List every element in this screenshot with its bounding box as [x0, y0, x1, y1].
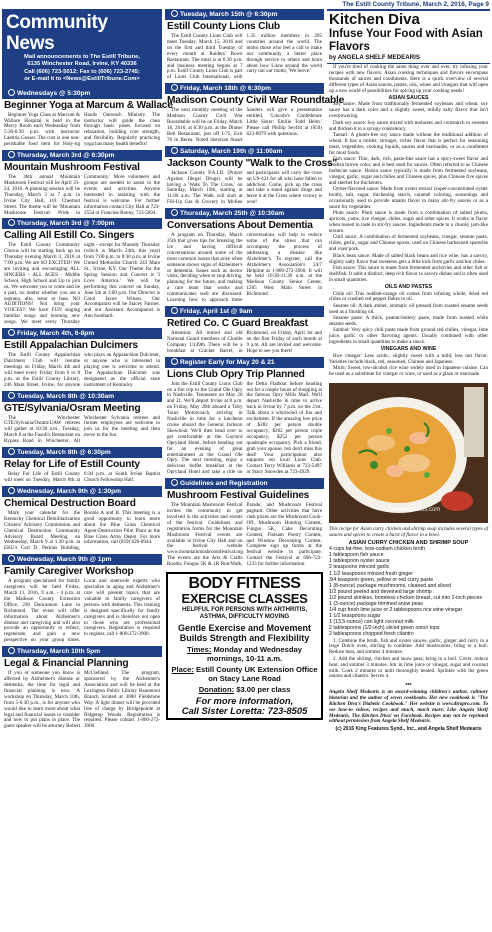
fitness-place-label: Place:: [171, 665, 194, 675]
event-title: Beginner Yoga at Marcum & Wallace: [4, 99, 173, 111]
col1-items: [2, 88, 173, 733]
clock-icon: [171, 10, 178, 17]
community-news-column: [2, 9, 173, 930]
event-date-bar: [165, 357, 324, 368]
event-date: Thursday, March 3rd @ 6:30pm: [17, 152, 115, 160]
event-date-bar: [165, 146, 324, 157]
section-paragraph: Soy sauce: Made from traditionally fermented soybeans and wheat, soy sauce has a dark color and a slightly sweet, mildly salty flavor that isn't overpowering.: [329, 101, 488, 120]
community-news-title: Community News: [6, 12, 108, 54]
event-date-bar: [2, 554, 162, 565]
event-text: The Mountain Mushroom Festival invites the community to get involved in the activities and events of the festival. Guidelines and registration forms for the Mountain Mushroom Festival events are available in Irvine City Hall and on the festival website www.mountainmushroomfestival.org. The events are the Arts & Crafts Booths, Fungus 5K & 1K Run/Walk, Parade, and Mushroom Festival pageant. Other activities that have cash prizes are the Mushroom Cook-Off, Mushroom Hunting Contest, Fungus 5K, Cake Decorating Contest, Flotsam Poetry Contest, and Window Decorating Contest. Complete sign up forms at the festival website to participate. Contact the Festival at 606-723-1233 for further information.: [167, 502, 322, 568]
page-masthead: The Estill County Tribune, March 2, 2016, Page 9: [342, 1, 489, 8]
ingredient-item: 1 tablespoon oyster sauce: [329, 558, 390, 565]
event-date-bar: [165, 208, 324, 219]
event-text: Beginner Yoga Class at Marcum & Wallace Hospital is held in the Mercy Room each Wednesday from 5:30-6:30 p.m. with instructor Laetitia Gosser. The cost is one non-perishable food item for Holy-ng Hands Outreach Ministry. The instructor will guide the class through basic poses focused on relaxation, building core strength, and flexibility. Regularly practicing yoga has many health benefits!: [4, 111, 160, 148]
event-text: Mark your calendar for the Kentucky Chemical Demilitarization Citizens' Advisory Commission and Chemical Destruction Community Advisory Board Meeting on Wednesday, March 9 at 1:30 p.m. at EKU's Carl D. Perkins Building, Rooms A and B. This meeting is a good opportunity to learn more about the Blue Grass Chemical Agent-Destruction Pilot Plant at the Blue Grass Army Depot. For more information, call (859) 626-8944.: [4, 509, 160, 552]
event-date-bar: [2, 391, 162, 402]
event-body: [2, 671, 162, 732]
fitness-more-info: For more information,: [195, 695, 294, 707]
event-body: [2, 579, 162, 646]
event-date-bar: [2, 646, 162, 657]
section-paragraph: Fish sauce: This sauce is made from fermented anchovies and other fish or shellfish. It adds a distinct, deep rich flavor to savory dishes and is often used in small quantities.: [329, 264, 488, 283]
kitchen-diva-header: [327, 9, 490, 64]
event-date-bar: [165, 9, 324, 20]
event-date: Thursday, March 25th @ 10:30am: [180, 210, 285, 218]
section-heading: OILS AND PASTES: [384, 283, 433, 290]
ingredient-item: 2 tablespoons (1/2-inch) sliced green onion tops: [329, 625, 440, 632]
section-paragraph: Tamari: A gluten-free soy sauce made without the traditional addition of wheat. It has a milder, stronger, richer flavor that is perfect for seasoning meat, vegetables, cooking liquids, sauces and marinades, or as a condiment for most foods.: [329, 131, 488, 156]
clock-icon: [8, 487, 15, 494]
event-date-bar: [2, 486, 162, 497]
event-date-bar: [2, 150, 162, 161]
event-body: [165, 382, 324, 479]
fitness-helpful: HELPFUL FOR PERSONS WITH ARTHRITIS,: [181, 607, 307, 614]
event-date: Wednesday, March 9th @ 1:30pm: [17, 487, 122, 495]
soup-bowl-image: [329, 383, 488, 523]
clock-icon: [8, 555, 15, 562]
clock-icon: [171, 84, 178, 91]
events-column: [165, 9, 345, 930]
event-date: Thursday, March 3rd @ 7:00pm: [17, 220, 115, 228]
clock-icon: [171, 147, 178, 154]
fitness-place-value: Estill County UK Extension Office on Stacy Lane Road: [195, 665, 318, 684]
recipe-title: ASIAN CURRY CHICKEN AND SHRIMP SOUP: [348, 539, 469, 546]
kitchen-diva-body: [327, 64, 490, 380]
section-paragraph: Chili sauce: A combination of fermented soybeans, vinegar, sesame paste, chiles, garlic, sugar and Chinese spices; used on Chinese barbecued spareribs and roast pork.: [329, 234, 488, 253]
ingredient-item: 4 cups fat-free, less-sodium chicken broth: [329, 546, 426, 553]
section-paragraph: Black bean sauce: Made of salted black beans and rice wine, has a savory, slightly salty flavor that sweetens gets a little kick from garlic and hot chiles.: [329, 252, 488, 265]
event-title: Calling All Estill Co. Singers: [4, 230, 135, 242]
section-paragraph: Rice vinegar: Less acidic, slightly sweet with a mild, less tart flavor. Varieties include black, red, seasoned, Chinese and Japanese.: [329, 353, 488, 365]
event-text: If you or someone you know is affected by Alzheimer's disease or dementia, the time for legal and financial planning is now. A workshop on Thursday, March 10th, from 5-6:30 p.m., is for anyone who would like to learn more about what legal and financial issues to consider and how to put plans in place. The guest speaker will be attorney Robert McClelland. The program, sponsored by the Alzheimer's Association and will be held at the Lexington Public Library Beaumont Branch located at 3080 Fieldstone Way. A light dinner will be provided free of charge by Bridgepointe at Ridgetop Woods. Registration is required. Please contact 1-800-272-3900.: [4, 670, 160, 730]
ingredient-item: 1 (13.5-ounce) can light coconut milk: [329, 619, 414, 626]
fitness-donation-label: Donation:: [198, 685, 235, 695]
event-date-bar: [165, 478, 324, 489]
community-news-info-2: 6135 Winchester Road, Irvine, KY 40336: [27, 61, 137, 68]
event-title: GTE/Sylvania/Osram Meeting: [4, 402, 141, 414]
event-date: Saturday, March 19th @ 11:00am: [180, 147, 283, 155]
event-body: [2, 472, 162, 486]
clock-icon: [8, 448, 15, 455]
event-date: Friday, April 1st @ 9am: [180, 308, 253, 315]
section-paragraph: Oyster-flavored sauce: Made from oyster extract (super-concentrated oyster broth), salt, sugar, thickening starch, caramel coloring, seasonings and occasionally used to provide umami flavor to many stir-fry sauces or as a sauce for vegetables.: [329, 186, 488, 210]
event-body: [165, 34, 324, 83]
event-date: Guidelines and Registration: [180, 480, 268, 488]
clock-icon: [8, 647, 15, 654]
fitness-gentle: Gentle Exercise and Movement: [177, 623, 312, 634]
clock-icon: [8, 392, 15, 399]
fitness-times: [171, 645, 318, 663]
kitchen-intro: If you're tired of cooking the same thing over and over, try infusing your recipes with new flavors. Asian cooking techniques and flavors encompass thousands of sauces and condiments. Here is a quick overview of several different types of Asian sauces, pastes, oils, wines and vinegars that will open up a new world of possibilities for spicing up your cooking needs!: [329, 64, 488, 94]
direction-step: 2. Add the shrimp, chicken and snow peas; bring to a boil. Cover, reduce heat, and simmer 3 minutes. Stir in lime juice or vinegar, sugar and coconut milk. Cook 2 minutes or until thoroughly heated. Sprinkle with the green onions and cilantro. Serves 4.: [329, 655, 488, 680]
fitness-donation: [171, 685, 318, 694]
section-paragraph: Chile oil: This reddish-orange oil comes from infusing whole, dried red chiles or crushed red pepper flakes in oil.: [329, 290, 488, 303]
event-title: Mountain Mushroom Festival: [4, 162, 140, 174]
event-text: The Estill County Appalachian Dulcimers Club will resume meetings on Friday, March 4th and will meet every Friday from 6 to 8 p.m. at the Estill County Library, 246 Main Street, Irvine, for anyone who plays an Appalachian Dulcimer, or anyone who is interested in playing one is welcome to attend. The Appalachian Dulcimer was designated as the official state instrument of Kentucky.: [4, 352, 160, 388]
event-title: Family Caregiver Workshop: [4, 566, 134, 578]
section-paragraph: Sambal: Very spicy chili paste made from ground red chilies, vinegar, lime juice, garlic or other flavoring agents. Usually combined with other ingredients in small quantities to make a sauce.: [329, 327, 488, 346]
clock-icon: [8, 329, 15, 336]
section-paragraph: Plum sauce: Plum sauce is made from a combination of salted plums, apricots, yams, rice vinegar, chiles, sugar and other spices. It works in flavor when tossed to taste in stir-fry sauces. Ingredients made to a chunky jam-like texture.: [329, 210, 488, 234]
soup-photo: [329, 383, 488, 523]
event-body: [165, 233, 324, 306]
event-title: Legal & Financial Planning: [4, 658, 129, 670]
ingredient-item: 1 (8-ounce) package mushrooms, cleaned and sliced: [329, 582, 451, 589]
event-date-bar: [2, 328, 162, 339]
section-paragraph: Fish sauce: Thin, dark, rich, paste-like sauce has a spicy-sweet flavor and reddish brown color, and is best used for sauces. Often referred to as Chinese barbecue sauce. Hoisin sauce typically is made from fermented soybeans, vinegar, garlic, sugar and chilies and Chinese spices, plus Chinese five spices and sherbet for thickeners.: [329, 156, 488, 186]
copyright: (c) 2016 King Features Synd., Inc., and Angela Shelf Medearis: [335, 726, 482, 733]
event-title: Estill Appalachian Dulcimers: [4, 340, 138, 352]
event-date-bar: [2, 88, 162, 99]
fitness-call: Call Sister Loretta: 723-8505: [181, 705, 308, 717]
event-date-bar: [165, 306, 324, 317]
event-body: [2, 175, 162, 218]
body-fitness-ad: [166, 572, 323, 720]
clock-icon: [8, 151, 15, 158]
event-date: Tuesday, March 8th @ 10:30am: [17, 392, 115, 400]
ingredient-item: 1/2 pound skinless, boneless chicken breast, cut into 1-inch pieces: [329, 594, 483, 601]
separator-stars: ***: [405, 682, 412, 689]
fitness-times-value: Monday and Wednesday mornings, 10-11 a.m.: [206, 645, 302, 664]
event-text: Join the Estill County Lions Club on a fun trip to the Grand Ole Opry in Nashville, Tennessee on May 20 and 21. We'll depart Irvine at 8 a.m. on Friday, May 20th aboard a Toby Tours Motorcoach, arriving in Nashville in time for a luncheon cruise aboard the General Jackson Showboat. We'll then head over to get comfortable at the Gaylord Opryland Hotel, before heading out for an evening of great entertainment at the Grand Ole Opry. The next morning, enjoy a delicious buffet breakfast at the Opryland Hotel and take a ride on the Delta Flatboat before heading out for a couple hours of shopping at the famous Opry Mills Mall. We'll depart Nashville in time to arrive back in Irvine by 7 p.m. on the 21st. Talk about a whirlwind of fun and excitement. If the amazing low price of $282 per person double occupancy; $262 per person triple occupancy; $252 per person quadruple occupancy. Pick a friend, grab your spouse, but don't miss this deal! Your participation also supports our local Lions Club. Contact Terry Williams at 723-5497 or Stacy Snowden at 723-4929.: [167, 380, 322, 476]
community-news-info-4: or E-mail it to <News@EstillTribune.Com>: [24, 76, 140, 83]
event-text: Jackson County P.A.I.D. (Prayer Against Illegal Drugs) will be having a 'Walk To The Cross,' on Saturday, March 19th, starting at 11:00 a.m. The Walk will start at Fill-Up Gas & Grocery in McKee and participants will carry the cross up US-421 for all who have fallen to addiction. Come, pick up the cross and take a stand against drugs and leave it at the Cross where victory is won!: [167, 169, 322, 206]
event-body: [2, 511, 162, 554]
ingredient-item: 1/4 cup fresh lime juice or 2 tablespoons rice wine vinegar: [329, 607, 463, 614]
kitchen-diva-title: Kitchen Diva: [329, 11, 420, 28]
event-body: [165, 331, 324, 357]
ingredient-item: 1 1/2 teaspoons minced fresh ginger: [329, 570, 413, 577]
clock-icon: [171, 479, 178, 486]
clock-icon: [171, 358, 178, 365]
event-text: The Estill County Community Chorus will be starting back up on Thursday evening March 3, 2016 at 7:00 p.m. We are SO EXCITED! We are inviting and encouraging ALL SINGERS - ALL AGES - Middle School, High School and Up to join us. We welcome you to come and be a part, no matter whether you are a soprano, alto, tenor or bass. NO AUDITIONS! Not bring your VOICES!! We have FUN singing familiar songs and learning new songs. We meet every Thursday night - except for Maundy Thursday (which is March 24th, this year) from 7:00 p.m. to 8:30 p.m. at Irvine United Methodist Church 243 Main St., Irvine, KY. Our Theme for the Spring Session and Concert is 'I Love America.' We will be performing this concert on Sunday, June 5th at 3:00 p.m. Our Director is Carol Jayne Wilson. Our Accompanist will be Stacey Farmer, and our Assistant Accompanist is Ann Southard.: [4, 242, 160, 326]
event-text: Relay For Life of Estill County will meet on Tuesday, March 8th at 6:30 p.m. at South Irvine Baptist Church Fellowship Hall.: [4, 471, 160, 483]
event-text: A program on Thursday, March 25th that gives tips for breaking the ice and having difficult conversations around some of the most common issues that arise when someone shows signs of Alzheimer's or dementia. Issues such as doctor visits, deciding when to stop driving, planning for the future, and making a care team that works and communicates well are discussed. Learning how to approach these conversations will help to reduce some of the stress that can accompany the process of addressing a disease like Alzheimer's. To register, call the Alzheimer's Association's 24/7 Helpline at 1-800-272-3900. It will be held 10:30-11:30 a.m. at the Madison County Senior Center, 1205 West Main Street in Richmond.: [167, 232, 322, 304]
event-title: Relay for Life of Estill County: [4, 459, 140, 471]
ingredient-item: 2 tablespoons chopped fresh cilantro: [329, 631, 414, 638]
event-text: The next monthly meeting of the Madison County Civil War Roundtable will be on Friday, March 18, 2016, at 6:30 p.m. at the Dinner Bell Restaurant, just off I-75, Exit 76 in Berea. Noted historian Stuart Sanders will give a presentation entitled, 'Lincoln's Confederate Little Sister: Emilie Todd Helm.' Please call Phillip Seyfrit at (859) 623-8979 with questions.: [167, 107, 322, 143]
author-bio: Angela Shelf Medearis is an award-winning children's author, culinary historian and the author of seven cookbooks. Her new cookbook is "The Kitchen Diva's Diabetic Cookbook." Her website is www.divapro.com. To see how-to videos, recipes and much, much more, Like Angela Shelf Medearis, The Kitchen Diva! on Facebook. Recipes may not be reprinted without permission from Angela Shelf Medearis.: [329, 688, 488, 725]
event-date-bar: [165, 83, 324, 94]
community-news-info-1: Mail announcements to The Estill Tribune,: [24, 54, 140, 60]
event-body: [165, 171, 324, 208]
ingredient-item: 1/2 pound peeled and deveined large shrimp: [329, 588, 432, 595]
event-date-bar: [2, 218, 162, 229]
ingredient-item: 2 teaspoons minced garlic: [329, 564, 390, 571]
kitchen-diva-byline: by ANGELA SHELF MEDEARIS: [329, 54, 420, 61]
directions: [327, 638, 490, 682]
event-date: Tuesday, March 15th @ 6:30pm: [180, 11, 278, 18]
col2-items: [165, 9, 345, 570]
kitchen-diva-column: [327, 9, 490, 930]
clock-icon: [8, 89, 15, 96]
direction-step: 1. Combine the broth, fish and oyster sauces, garlic, ginger and curry in a large Dutch oven, stirring to combine. Add mushrooms; bring to a boil. Reduce heat, and simmer 4 minutes.: [329, 637, 488, 656]
event-title: Jackson County "Walk to the Cross": [167, 157, 338, 169]
event-text: The 36th annual Mountain Mushroom Festival will be April 23-24, 2016. A planning session will be Thursday, March 3 at 7 p.m. in Irvine City Hall, 101 Chestnut Street. The theme will be 'Mountain Mushroom Festival: Pride in Community.' More volunteers and groups are needed to assist in the events and activities. Anyone interested in assisting with the festival is welcome. For further information contact City Hall at 723-2554 or Francine Bonny, 723-5694.: [4, 174, 160, 216]
event-title: Estill County Lions Club: [167, 21, 280, 32]
clock-icon: [8, 219, 15, 226]
fitness-builds: Builds Strength and Flexibility: [179, 633, 310, 644]
section-heading: ASIAN SAUCES: [388, 94, 429, 101]
event-title: Conversations About Dementia: [167, 220, 313, 232]
event-title: Chemical Destruction Board: [4, 497, 136, 509]
event-date: Wednesday, March 9th @ 1pm: [17, 556, 112, 564]
section-heading: VINEGARS AND WINE: [380, 346, 437, 353]
event-text: Attention: All retired and old National Guard members of Charlie Company 1/149th. There will be a breakfast at Cracker Barrel, in Richmond, on Friday, April 1st and on the first Friday of each month at 9 a.m. All are invited and welcome. Hope to see you there!: [167, 330, 322, 354]
event-date: Wednesdays @ 5:30pm: [17, 89, 91, 97]
community-news-header: [2, 9, 162, 88]
section-paragraph: Dark soy sauce: Soy sauce mixed with molasses and cornstarch to sweeten and thicken it to a syrupy consistency.: [329, 119, 488, 132]
event-title: Lions Club Opry Trip Planned: [167, 368, 305, 380]
kitchen-sections: [329, 96, 488, 379]
event-title: Retired Co. C Guard Breakfast: [167, 318, 308, 329]
clock-icon: [171, 307, 178, 314]
ingredient-item: 3/4 teaspoon green, yellow or red curry paste: [329, 576, 434, 583]
section-paragraph: Sesame oil: A dark amber, aromatic oil pressed from toasted sesame seeds used as a finishing oil.: [329, 302, 488, 315]
event-body: [2, 416, 162, 448]
event-text: The Winchester GTE/Sylvania/Osram/UAW retirees will gather at 10:30 a.m., Tuesday, March 8 at the Fazoli's Restaurant on Bypass Road in Winchester. All Winchester Sylvania retirees and former employees are welcome to join us for the meeting and then move to the fun.: [4, 414, 160, 445]
fitness-place: [171, 665, 318, 683]
event-body: [165, 108, 324, 145]
event-title: Madison County Civil War Roundtable: [167, 95, 345, 107]
fitness-times-label: Times:: [187, 645, 212, 655]
event-body: [2, 353, 162, 390]
event-body: [2, 113, 162, 150]
photo-caption: This recipe for Asian curry chicken and shrimp soup includes several types of sauces and spices to create a burst of flavor in a bowl.: [329, 525, 488, 538]
event-title: Mushroom Festival Guidelines: [167, 490, 310, 502]
ingredient-item: 1 (3-ounce) package trimmed snow peas: [329, 600, 423, 607]
event-date: Register Early for May 20 & 21: [180, 358, 275, 366]
event-date: Friday, March 18th @ 6:30pm: [180, 85, 271, 93]
event-date: Tuesday, March 8th @ 6:30pm: [17, 449, 111, 457]
event-text: A program specialized for family caregivers will be held Friday, March 11, 2016, 9 a.m. - 4 p.m. at the Madison County Extension Office, 230 Duncannon Lane in Richmond. The event will offer information about Alzheimer's disease and caregiving and will also provide an opportunity to reflect, regenerate, and gain a new perspective on your group times. Local and statewide experts who specialize in aging and Alzheimer's care will present topics that are valuable to family caregivers of persons with dementia. This training is designed specifically for family caregivers and is therefore not open to those who are professional caregivers. Registration is required to register, call 1-800-272-3900.: [4, 578, 160, 644]
fitness-conditions: ASTHMA, DIFFICULTY MOVING: [199, 614, 290, 621]
section-paragraph: Mirin: Sweet, low-alcohol rice wine widely used in Japanese cuisine. Can be used as a substitute for vinegar or wine, or used as a glaze or marinade.: [329, 365, 488, 378]
ingredients-list: [327, 546, 490, 637]
section-paragraph: Sesame paste: A thick, peanut-buttery paste, made from toasted white sesame seeds.: [329, 315, 488, 328]
event-body: [2, 243, 162, 328]
community-news-info-3: Call (606) 723-5012; Fax to (606) 723-2745;: [24, 68, 140, 75]
fitness-subtitle: EXERCISE CLASSES: [181, 591, 308, 607]
kitchen-diva-headline: Infuse Your Food with Asian Flavors: [329, 28, 483, 53]
ingredient-item: 1 1/2 teaspoons sugar: [329, 613, 381, 620]
clock-icon: [171, 209, 178, 216]
event-date-bar: [2, 447, 162, 458]
event-date: Friday, March 4th, 6-8pm: [17, 330, 95, 338]
fitness-title: BODY FITNESS: [188, 575, 301, 593]
photo-credit: Depositphotos.com: [389, 506, 441, 513]
ingredient-item: 1 tablespoon fish sauce: [329, 552, 384, 559]
event-body: [165, 503, 324, 570]
fitness-donation-value: $3.00 per class: [236, 685, 291, 695]
event-date: Thursday, March 10th 5pm: [17, 648, 101, 656]
event-text: The Estill County Lions Club will meet Tuesday, March 15, 2016 and on the first and third Tuesday of every month at Raiders' Rowe Restaurant. The meal is at 6:30 p.m. and business meeting begins at 7 p.m. Estill County Lions Club is part of Lions Club International, with 1.35 million members in 205 countries around the world. The motto those who feel a call to make our community a better place through service to others and learn about how Lions around the world carry out our motto, 'We Serve.': [167, 33, 322, 81]
